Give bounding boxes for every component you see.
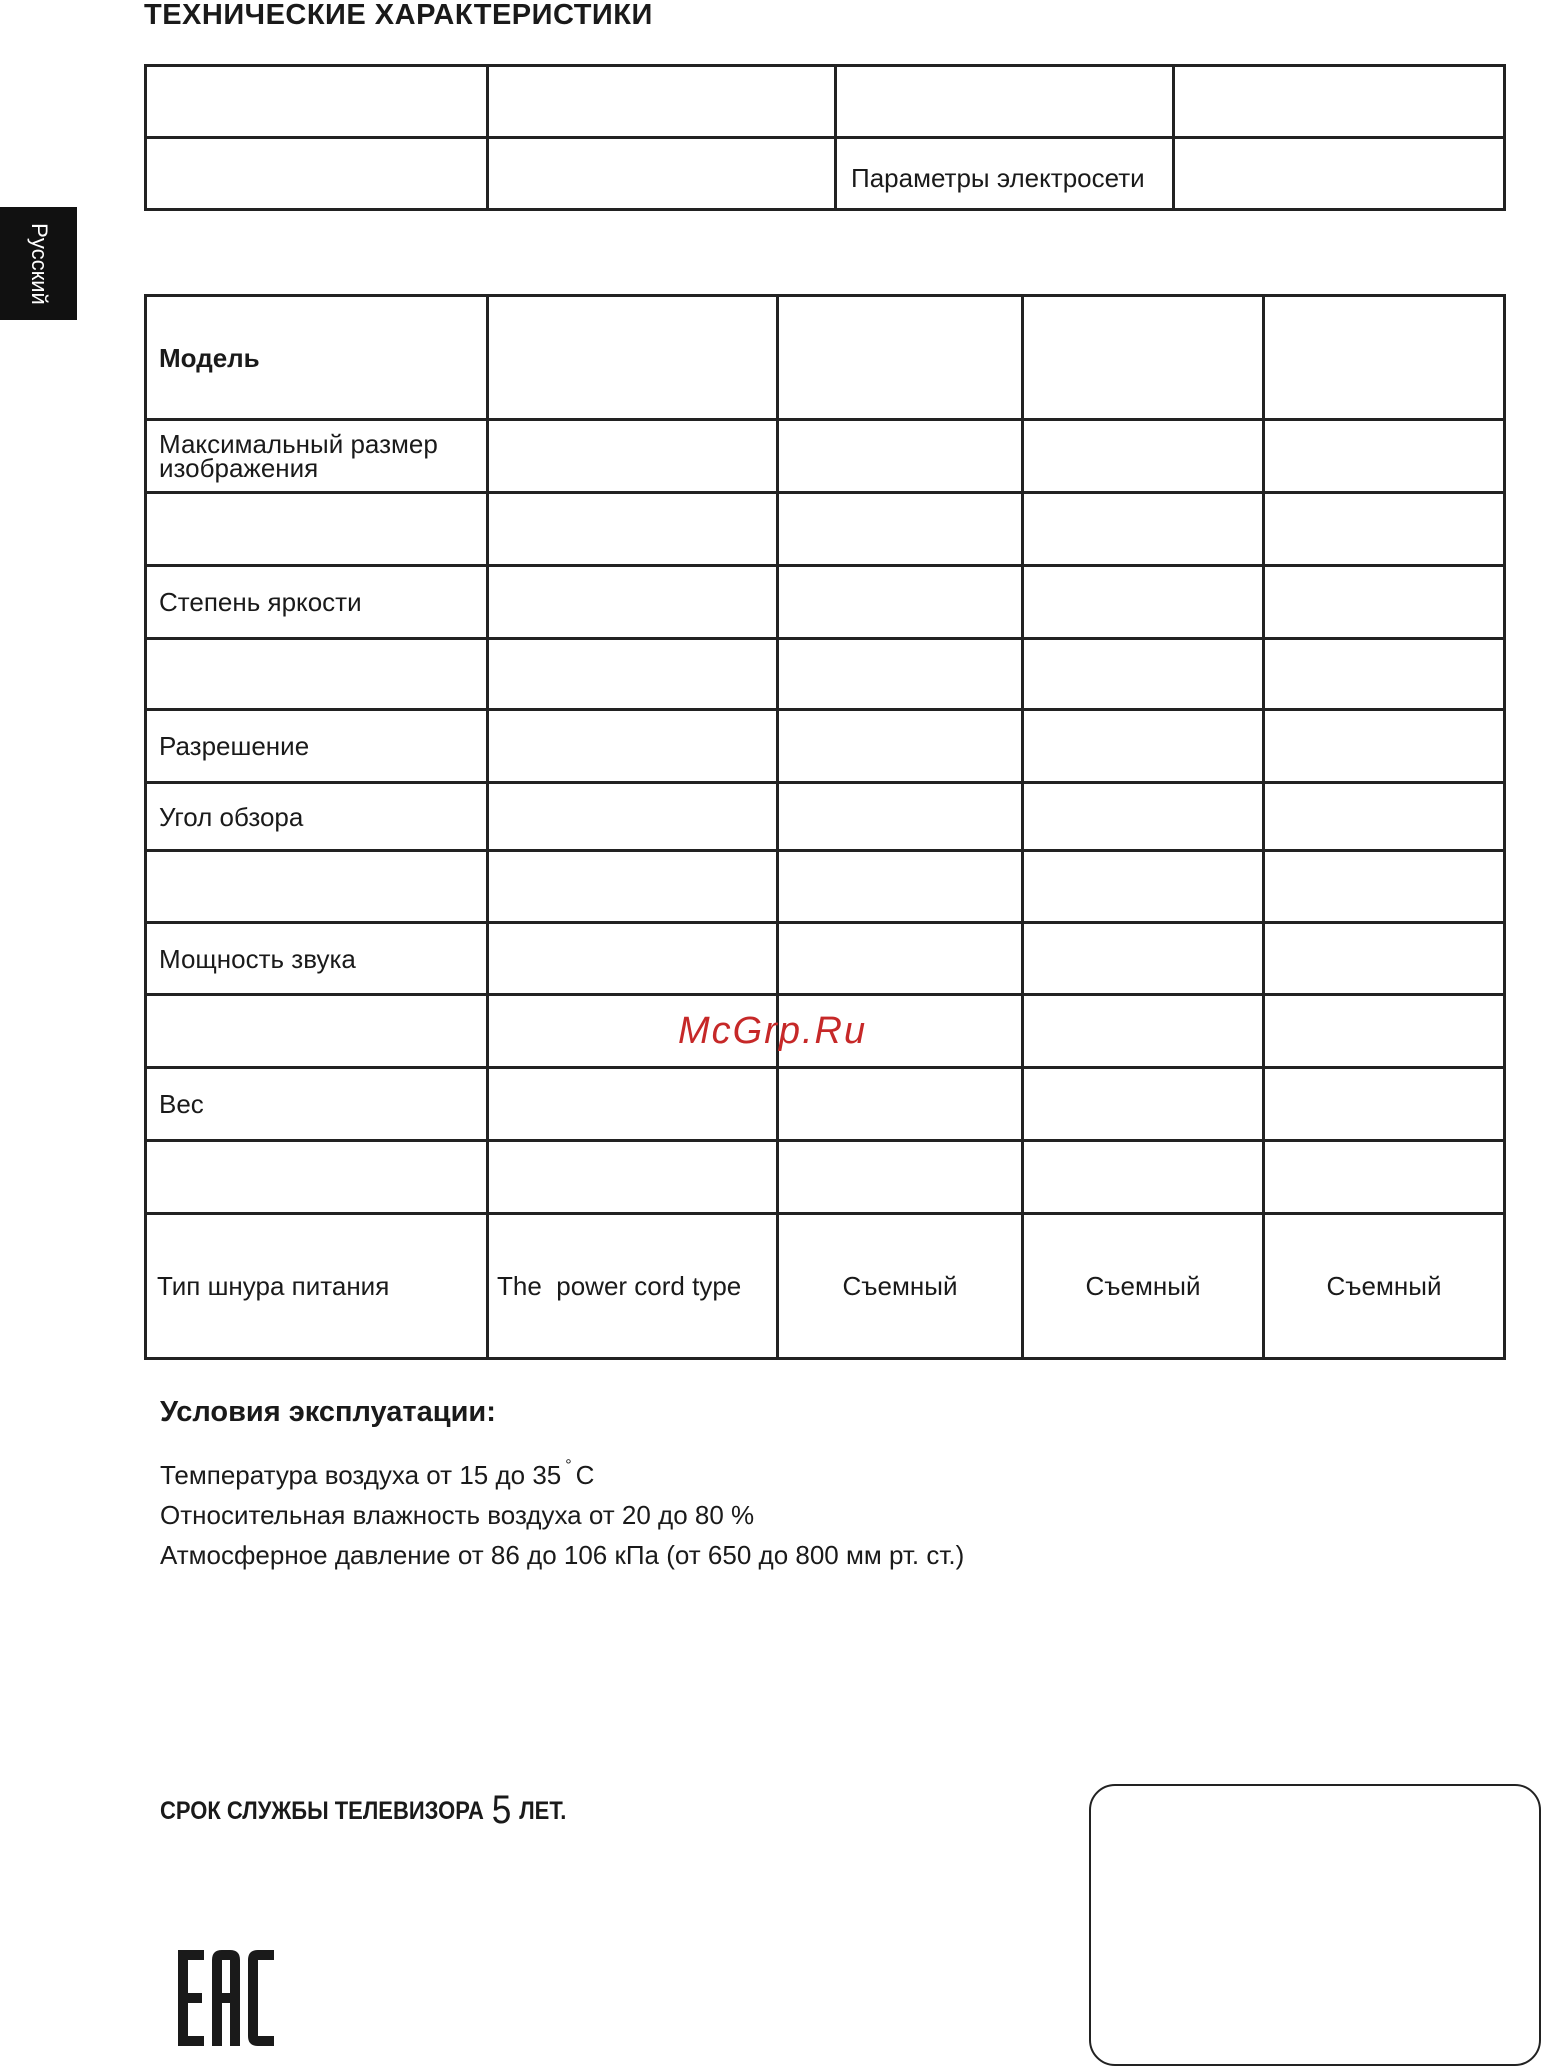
table-cell bbox=[488, 1141, 778, 1214]
table-cell bbox=[488, 923, 778, 995]
table-cell bbox=[778, 851, 1023, 923]
table-cell bbox=[488, 851, 778, 923]
table-cell bbox=[1023, 566, 1264, 639]
table-row bbox=[146, 493, 1505, 566]
table-row bbox=[146, 783, 1505, 851]
table-cell bbox=[1264, 566, 1505, 639]
table-cell bbox=[778, 710, 1023, 783]
table-cell bbox=[778, 639, 1023, 710]
table-cell bbox=[836, 66, 1174, 138]
table-cell bbox=[488, 66, 836, 138]
spec-value-power-cord-en: The power cord type bbox=[488, 1214, 778, 1359]
spec-label-resolution: Разрешение bbox=[146, 710, 488, 783]
table-cell bbox=[1023, 296, 1264, 420]
spec-label-viewing-angle: Угол обзора bbox=[146, 783, 488, 851]
table-cell bbox=[778, 783, 1023, 851]
table-row bbox=[146, 66, 1505, 138]
service-life bbox=[160, 1788, 566, 1833]
conditions-pressure: Атмосферное давление от 86 до 106 кПа (от 650 до 800 мм рт. ст.) bbox=[160, 1540, 965, 1570]
table-row bbox=[146, 138, 1505, 210]
power-parameters-table bbox=[144, 64, 1506, 211]
table-cell bbox=[1264, 710, 1505, 783]
dealer-stamp-box bbox=[1089, 1784, 1541, 2066]
table-cell bbox=[1023, 639, 1264, 710]
table-cell bbox=[1023, 1141, 1264, 1214]
table-cell bbox=[1023, 851, 1264, 923]
temperature-unit: C bbox=[575, 1460, 595, 1490]
table-cell bbox=[146, 639, 488, 710]
table-cell bbox=[146, 66, 488, 138]
table-cell bbox=[1264, 493, 1505, 566]
table-cell bbox=[488, 138, 836, 210]
table-cell bbox=[488, 639, 778, 710]
table-cell bbox=[1023, 923, 1264, 995]
service-life-suffix: ЛЕТ. bbox=[519, 1797, 567, 1825]
table-cell bbox=[1023, 1068, 1264, 1141]
degree-symbol: ° bbox=[565, 1457, 572, 1474]
table-cell bbox=[778, 1068, 1023, 1141]
table-cell bbox=[778, 420, 1023, 493]
table-row bbox=[146, 296, 1505, 420]
table-cell bbox=[778, 296, 1023, 420]
operating-conditions bbox=[160, 1392, 1160, 1575]
table-cell bbox=[1023, 995, 1264, 1068]
table-row bbox=[146, 923, 1505, 995]
power-parameters-label: Параметры электросети bbox=[836, 138, 1174, 210]
table-cell bbox=[1264, 420, 1505, 493]
page-title: ТЕХНИЧЕСКИЕ ХАРАКТЕРИСТИКИ bbox=[144, 0, 653, 31]
table-row bbox=[146, 851, 1505, 923]
table-row bbox=[146, 1141, 1505, 1214]
watermark: McGrp.Ru bbox=[678, 1010, 868, 1052]
table-cell bbox=[146, 138, 488, 210]
table-cell bbox=[1264, 296, 1505, 420]
spec-label-model: Модель bbox=[146, 296, 488, 420]
table-row bbox=[146, 710, 1505, 783]
eac-logo bbox=[176, 1950, 276, 2046]
table-cell bbox=[1174, 138, 1505, 210]
table-cell bbox=[1264, 1068, 1505, 1141]
language-tab bbox=[0, 207, 77, 320]
spec-label-sound-power: Мощность звука bbox=[146, 923, 488, 995]
spec-label-power-cord-type: Тип шнура питания bbox=[146, 1214, 488, 1359]
table-row bbox=[146, 1068, 1505, 1141]
table-row bbox=[146, 420, 1505, 493]
table-cell bbox=[146, 493, 488, 566]
conditions-humidity: Относительная влажность воздуха от 20 до 80 % bbox=[160, 1500, 755, 1530]
table-cell bbox=[488, 493, 778, 566]
table-cell bbox=[488, 1068, 778, 1141]
table-cell bbox=[1264, 1141, 1505, 1214]
conditions-temperature bbox=[160, 1446, 1160, 1495]
service-life-years: 5 bbox=[491, 1788, 512, 1832]
table-cell bbox=[488, 710, 778, 783]
spec-table bbox=[144, 294, 1506, 1360]
table-cell bbox=[778, 493, 1023, 566]
table-row bbox=[146, 1214, 1505, 1359]
table-cell bbox=[778, 566, 1023, 639]
table-cell bbox=[488, 296, 778, 420]
spec-label-weight: Вес bbox=[146, 1068, 488, 1141]
table-cell bbox=[1023, 420, 1264, 493]
table-cell bbox=[146, 851, 488, 923]
table-cell bbox=[146, 1141, 488, 1214]
table-cell bbox=[1264, 783, 1505, 851]
table-cell bbox=[146, 995, 488, 1068]
table-cell bbox=[1264, 639, 1505, 710]
table-cell bbox=[488, 566, 778, 639]
conditions-heading: Условия эксплуатации: bbox=[160, 1396, 496, 1428]
spec-value-power-cord: Съемный bbox=[1264, 1214, 1505, 1359]
table-row bbox=[146, 566, 1505, 639]
table-cell bbox=[488, 420, 778, 493]
table-cell bbox=[1264, 851, 1505, 923]
table-cell bbox=[488, 783, 778, 851]
table-cell bbox=[1023, 493, 1264, 566]
spec-label-max-image-size: Максимальный размер изображения bbox=[146, 420, 488, 493]
table-cell bbox=[778, 1141, 1023, 1214]
table-row bbox=[146, 639, 1505, 710]
table-cell bbox=[1023, 783, 1264, 851]
service-life-prefix: СРОК СЛУЖБЫ ТЕЛЕВИЗОРА bbox=[160, 1797, 484, 1825]
table-cell bbox=[1174, 66, 1505, 138]
spec-value-power-cord: Съемный bbox=[778, 1214, 1023, 1359]
table-cell bbox=[1264, 995, 1505, 1068]
language-tab-label: Русский bbox=[26, 222, 52, 305]
temperature-text: Температура воздуха от 15 до 35 bbox=[160, 1460, 562, 1490]
table-cell bbox=[1264, 923, 1505, 995]
table-cell bbox=[1023, 710, 1264, 783]
spec-value-power-cord: Съемный bbox=[1023, 1214, 1264, 1359]
table-cell bbox=[778, 923, 1023, 995]
spec-label-brightness: Степень яркости bbox=[146, 566, 488, 639]
